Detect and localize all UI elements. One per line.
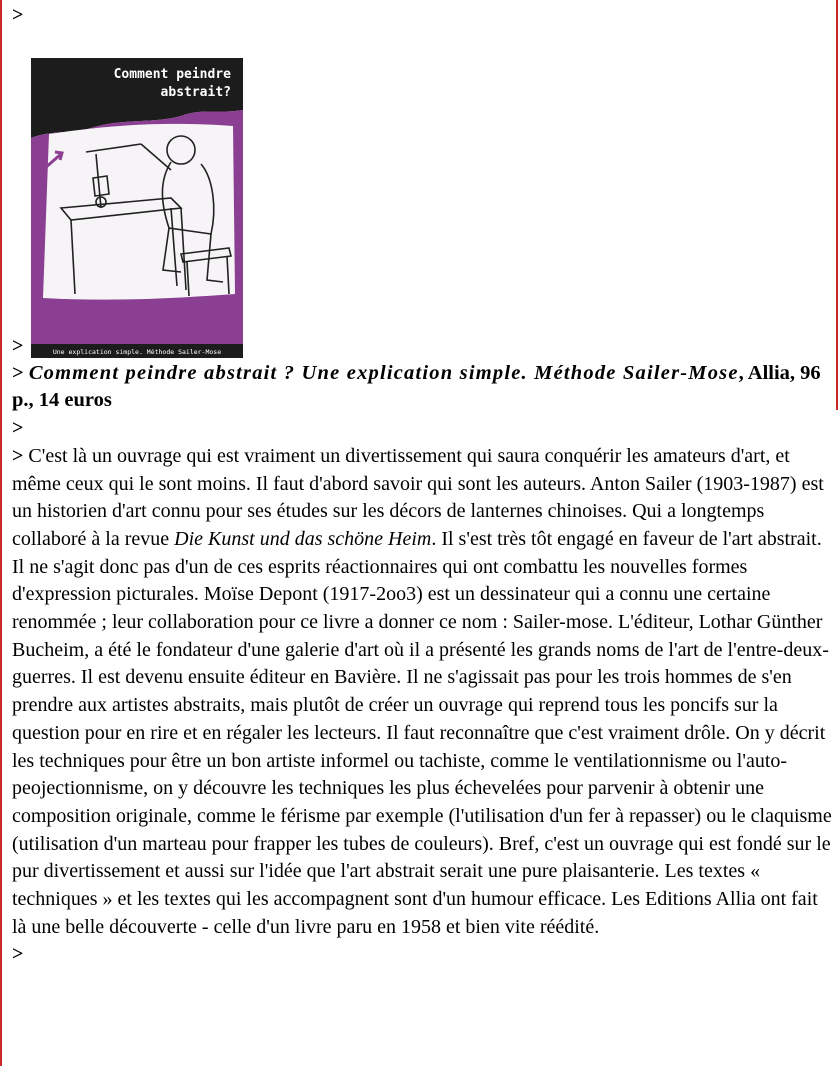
- marker-line: [12, 941, 832, 969]
- marker: >: [12, 334, 24, 357]
- book-cover-art: [31, 58, 243, 358]
- review-part1: C'est là un ouvrage qui est vraiment un divertissement qui saura conquérir les amateurs d'art, et même ceux qui le sont moins. Il faut d'abord savoir qui sont les auteurs. Anton Sailer (1903-1987) est un historien d'art connu pour ses études sur les décors de lanternes chinoises. Qui a longtemps collaboré à la revue: [12, 444, 824, 550]
- marker: >: [12, 943, 24, 966]
- cover-drawing-panel: [43, 124, 235, 300]
- left-border: [0, 0, 2, 1066]
- marker-line: [12, 415, 832, 443]
- article: [12, 2, 832, 969]
- marker: >: [12, 444, 24, 467]
- book-title: Comment peindre abstrait ? Une explication simple. Méthode Sailer-Mose: [28, 361, 739, 384]
- cover-title-line2: abstrait?: [160, 84, 231, 100]
- magazine-title: Die Kunst und das schöne Heim: [174, 527, 432, 550]
- marker: >: [12, 417, 24, 440]
- book-reference: [12, 360, 832, 415]
- cover-line: [12, 30, 832, 360]
- cover-caption: Une explication simple. Méthode Sailer-Mose: [52, 347, 222, 356]
- cover-title-line1: Comment peindre: [113, 66, 231, 82]
- marker: >: [12, 4, 24, 26]
- book-publisher-info: , Allia, 96 p., 14 euros: [12, 361, 821, 412]
- review-part2: . Il s'est très tôt engagé en faveur de l'art abstrait. Il ne s'agit donc pas d'un de ces esprits réactionnaires qui ont combattu les nouvelles formes d'expression picturales. Moïse Depont (1917-2oo3) est un dessinateur qui a connu une certaine renommée ; leur collaboration pour ce livre a donner ce nom : Sailer-mose. L'éditeur, Lothar Günther Bucheim, a été le fondateur d'une galerie d'art où il a présenté les grands noms de l'art de l'entre-deux-guerres. Il est devenu ensuite éditeur en Bavière. Il ne s'agissait pas pour les trois hommes de s'en prendre aux artistes abstraits, mais plutôt de créer un ouvrage qui reprend tous les poncifs sur la question pour en rire et en régaler les lecteurs. Il faut reconnaître que c'est vraiment drôle. On y décrit les techniques pour être un bon artiste informel ou tachiste, comme le ventilationnisme ou l'auto-peojectionnisme, on y découvre les techniques les plus échevelées pour parvenir à obtenir une composition originale, comme le férisme par exemple (l'utilisation d'un fer à repasser) ou le claquisme (utilisation d'un marteau pour frapper les tubes de couleurs). Bref, c'est un ouvrage qui est fondé sur le pur divertissement et aussi sur l'idée que l'art abstrait serait une pure plaisanterie. Les textes « techniques » et les textes qui les accompagnent sont d'un humour efficace. Les Editions Allia ont fait là une belle découverte - celle d'un livre paru en 1958 et bien vite réédité.: [12, 527, 832, 938]
- review-paragraph: [12, 443, 832, 942]
- marker: >: [12, 361, 24, 384]
- book-cover-image: [31, 58, 243, 358]
- marker-line: [12, 2, 832, 30]
